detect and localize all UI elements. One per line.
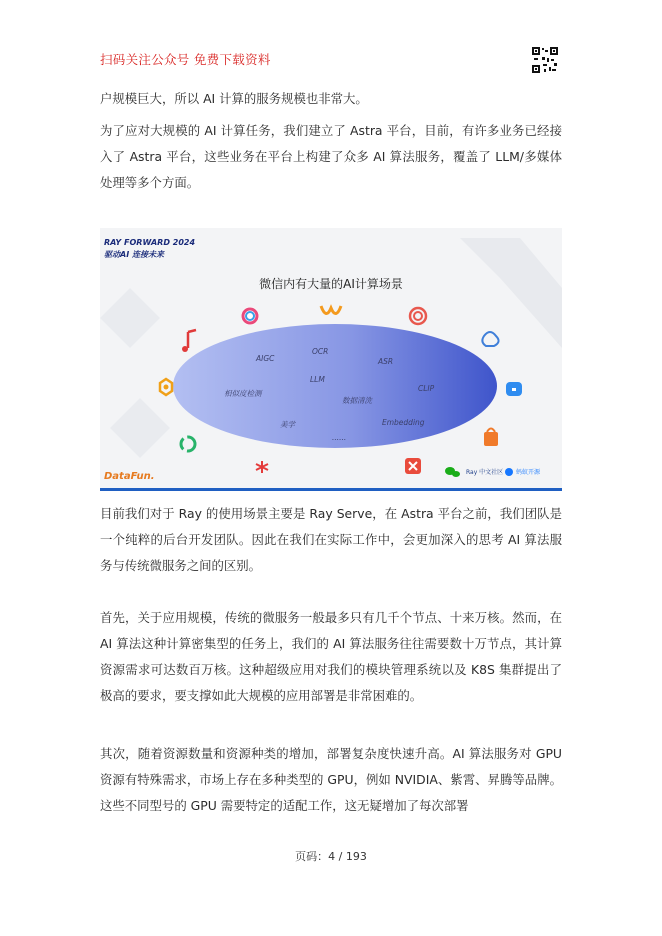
paragraph-5: 其次，随着资源数量和资源种类的增加，部署复杂度快速升高。AI 算法服务对 GPU 资源有特殊需求，市场上存在多种类型的 GPU，例如 NVIDIA、紫霄、昇腾等品牌。这些不同型号的 GPU 需要特定的适配工作，这无疑增加了每次部署 [100, 746, 562, 813]
ant-logo-icon [505, 468, 513, 476]
dataFun-logo: DataFun. [104, 471, 155, 482]
promo-banner: 扫码关注公众号 免费下载资料 [100, 52, 271, 67]
music-note-icon [182, 330, 196, 352]
ray-community-label: Ray 中文社区 [466, 469, 504, 476]
tag-similarity: 相似度检测 [224, 389, 262, 398]
paragraph-3: 目前我们对于 Ray 的使用场景主要是 Ray Serve，在 Astra 平台之前，我们团队是一个纯粹的后台开发团队。因此在我们在实际工作中，会更加深入的思考 AI 算法服务与传统微服务之间的区别。 [100, 506, 562, 573]
tag-asr: ASR [378, 357, 394, 366]
wechat-pay-icon [405, 458, 421, 474]
tag-clip: CLIP [418, 384, 435, 393]
event-name: RAY FORWARD 2024 [104, 238, 196, 247]
slide-graphic [100, 228, 562, 485]
paragraph-2: 为了应对大规模的 AI 计算任务，我们建立了 Astra 平台，目前，有许多业务已经接入了 Astra 平台，这些业务在平台上构建了众多 AI 算法服务，覆盖了 LLM/多媒体处理等多个方面。 [100, 123, 562, 190]
tag-data-cleaning: 数据清洗 [342, 396, 372, 405]
slide-title: 微信内有大量的AI计算场景 [259, 277, 403, 291]
paragraph-1: 户规模巨大，所以 AI 计算的服务规模也非常大。 [100, 91, 368, 106]
hexagon-flower-icon [160, 379, 172, 395]
tag-aesthetics: 美学 [280, 420, 295, 429]
shopping-bag-icon [484, 429, 498, 447]
ant-open-source-label: 蚂蚁开源 [516, 469, 541, 476]
paragraph-4: 首先，关于应用规模，传统的微服务一般最多只有几千个节点、十来万核。然而，在 AI 算法这种计算密集型的任务上，我们的 AI 算法服务往往需要数十万节点，其计算资源需求可达数百万核。这种超级应用对我们的模块管理系统以及 K8S 集群提出了极高的要求，要支撑如此大规模的应用部署是非常困难的。 [100, 610, 562, 703]
chat-bubble-icon [506, 382, 522, 396]
camera-aperture-icon [241, 307, 259, 325]
recycle-icon [181, 437, 195, 451]
tag-llm: LLM [310, 375, 325, 384]
wechat-logo-icon [445, 467, 460, 477]
tag-embedding: Embedding [382, 418, 425, 427]
tag-aigc: AIGC [256, 354, 275, 363]
target-ring-icon [410, 308, 426, 324]
tag-ellipsis: ...... [332, 433, 347, 442]
qr-code-icon[interactable] [532, 47, 558, 73]
tag-ocr: OCR [312, 347, 329, 356]
slide-figure [100, 228, 562, 491]
event-slogan: 驱动AI 连接未来 [104, 250, 164, 259]
scenario-ellipse [173, 324, 497, 448]
sparkle-icon [256, 461, 268, 473]
page-number: 页码：4 / 193 [295, 850, 367, 863]
vibe-logo-icon [321, 306, 341, 314]
cloud-link-icon [482, 332, 498, 346]
